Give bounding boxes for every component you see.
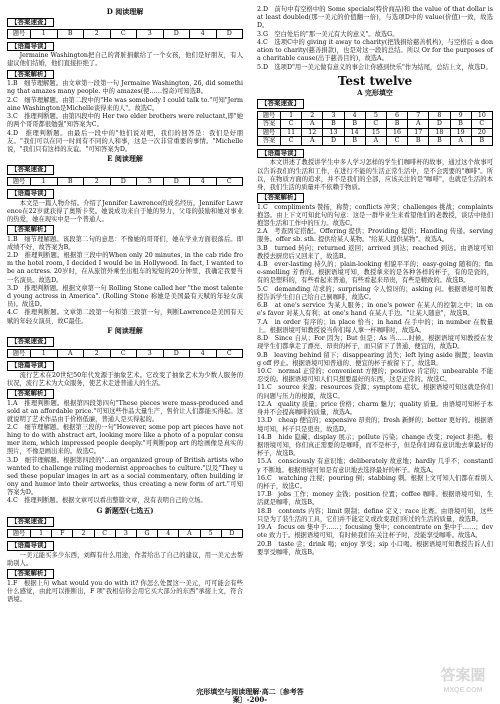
table-cell: B bbox=[57, 30, 84, 39]
table-cell: B bbox=[344, 120, 365, 129]
e-explanation: 2.D 推理判断题。根据第三段中的When only 20 minutes, in the cab ride from the hotel room, I decided I would be in Hollywood. In fact, I wanted to be an actress. 20岁时，在从旅馆外乘坐出租车的短短的20分钟里，我确定我要当一名演员。故选D。 bbox=[7, 252, 243, 284]
table-cell: B bbox=[344, 137, 365, 146]
table-cell: 5 bbox=[200, 529, 221, 538]
g-explanation: 4.C 选项C中的 giving it away to charity(把钱捐给慈善机构)，与空格后 a donation to charity(慈善捐款)，也是对这一段的总结。所以 Or for the purposes of a charitable cause(出于慈善目的)，故选A。 bbox=[257, 38, 493, 63]
a-guide: 本文讲述了教授讲学生中多人学习怎样的学生们咖啡杯的故事，通过这个故事可以告诉我们的生活和工作，在进行不能的生活正常生活中，是不会需要的"咖啡"。所以，在物质方面的追求，并不是我们的全部，应该关注的是"咖啡"，也就是生活的本身，我们生活的质量并不依赖于物质。 bbox=[257, 159, 493, 191]
answer-quick-label: 【答案速查】 bbox=[7, 165, 54, 175]
f-explanation: 1.A 推理判断题。根据第四段第四句"These pieces were mass-produced and sold at an affordable price."可知这些作品大量生产，售价让人们都能买得起。这就说明了艺术作品由于价格低廉，普通人是买得起的。 bbox=[7, 399, 243, 423]
table-cell: 3 bbox=[137, 349, 164, 358]
table-cell: 1 bbox=[31, 30, 58, 39]
d-explanation: 2.C 细节理解题。由第二段中的"He was somebody I could talk to."可知"Jermaine Washington是Michelle谈得来的人"。故选C。 bbox=[7, 96, 243, 112]
table-cell: A bbox=[302, 120, 323, 129]
a-explanation: 18.B contents 内容；limit 限制；define 定义；race 比赛。由语境可知，这些只是为了装生活的工具，它们并不能定义或改变我们所过的生活的质量，故选B。 bbox=[257, 507, 493, 523]
watermark-line1: 答案圈 bbox=[440, 667, 486, 684]
test-twelve-title: Test twelve bbox=[337, 73, 413, 88]
table-cell: C bbox=[281, 137, 302, 146]
a-explanation: 14.B hide 隐藏；display 展示；pollute 污染；change 改变；reject 拒绝。根据语境可知，你们真正需要的是咖啡，而不是杯子，但是你们却有意识地去拿最好的杯子，故选B。 bbox=[257, 433, 493, 458]
table-cell: 15 bbox=[365, 128, 386, 137]
f-guide: 流行艺术在20世纪50年代发源于抽象艺术。它改变了抽象艺术为少数人服务的状况，流行艺术为大众服务，使艺术走进普通人的生活。 bbox=[7, 371, 243, 387]
table-cell: D bbox=[216, 30, 243, 39]
answer-table-f bbox=[7, 349, 243, 359]
table-cell: 19 bbox=[450, 128, 471, 137]
a-explanation: 1.C compliments 赞扬，称赞；conflicts 冲突；challenges 挑战；complaints 抱怨。由上下文可知此句的句意：这是一群毕业生来看望他们的老教授，谈话中他们抱怨生活和工作中的压力。故选C。 bbox=[257, 203, 493, 227]
section-title-a: A 完形填空 bbox=[357, 88, 393, 98]
table-cell: 1 bbox=[281, 111, 302, 120]
answer-quick-label: 【答案速查】 bbox=[7, 337, 54, 347]
a-explanation: 9.B leaving behind 留下；disappearing 消失；left lying aside 搁置；leaving off 停止。根据语境可知普通的、便宜的杯子被留下了，故选B。 bbox=[257, 351, 493, 367]
f-explanation: 3.D 细节理解题。根据第四段的"...an organized group of British artists who wanted to challenge ruling modernist approaches to culture."以及"They used these popular images in art as a social commentary, often building irony and humor into their artworks, thus creating a new form of art."可知答案为D。 bbox=[7, 456, 243, 496]
table-cell: 7 bbox=[408, 111, 429, 120]
table-cell: F bbox=[52, 529, 73, 538]
table-cell: A bbox=[57, 349, 84, 358]
table-cell: D bbox=[110, 177, 137, 186]
table-cell: D bbox=[163, 30, 190, 39]
a-explanation: 19.A focus on 集中于……；focusing 集中；concentrate on 集中于……；devote 致力于。根据语境可知，有时候我们在关注杯子时，没能享受咖啡。故选A。 bbox=[257, 524, 493, 540]
table-cell: C bbox=[110, 349, 137, 358]
table-cell: 4 bbox=[190, 30, 217, 39]
a-explanation: 3.B turned 转向；returned 返回；arrived 到达；reached 到达。由语境可知教授去厨房后又回来了，故选B。 bbox=[257, 244, 493, 260]
a-explanation: 10.C normal 正常的；convenient 方便的；positive 肯定的；unbearable 不能忍受的。根据语境可知人们只想要最好的东西，这是正常的。故选C。 bbox=[257, 368, 493, 384]
table-cell: D bbox=[323, 137, 344, 146]
page-footer: 完形填空与阅读理解·高二〔参考答案〕-200- bbox=[196, 687, 304, 704]
a-explanation: 4.B ever-lasting 持久的；plain-looking 相貌平平的；easy-going 随和的；fine-smelling 芳香的。根据语境可知，教授拿来的是各种各样的杯子，有的是瓷的，有的是塑料的，有些看起来普通，有些看起来昂贵，有些是精致的。故选B。 bbox=[257, 261, 493, 285]
answer-explain-label: 【答案解析】 bbox=[7, 70, 54, 80]
table-cell: 4 bbox=[190, 177, 217, 186]
answer-explain-label: 【答案解析】 bbox=[7, 569, 54, 579]
table-cell: 3 bbox=[323, 111, 344, 120]
table-cell: 1 bbox=[31, 349, 58, 358]
table-cell: 题号 bbox=[8, 30, 31, 39]
table-cell: 2 bbox=[84, 349, 111, 358]
section-title-g: G 新题型(七选五) bbox=[96, 505, 154, 515]
table-cell: D bbox=[163, 349, 190, 358]
table-cell: 8 bbox=[429, 111, 450, 120]
table-cell: 2 bbox=[84, 30, 111, 39]
table-cell: C bbox=[365, 120, 386, 129]
table-cell: 12 bbox=[302, 128, 323, 137]
table-cell: 答案 bbox=[258, 137, 281, 146]
table-cell: 题号 bbox=[8, 529, 31, 538]
table-cell: B bbox=[408, 137, 429, 146]
answer-quick-label: 【答案速查】 bbox=[7, 18, 54, 28]
table-cell: C bbox=[110, 30, 137, 39]
table-cell: 13 bbox=[323, 128, 344, 137]
table-cell: 11 bbox=[281, 128, 302, 137]
a-explanation: 12.A quality 质量；price 价格；charm 魅力；quality 质量。由语境可知杯子本身并不会提高咖啡的质量，故选A。 bbox=[257, 400, 493, 417]
e-explanation: 4.C 推理判断题。文章第二段第一句和第三段第一句，判断Lawrence是美国有天赋的年轻女演员，故C最佳。 bbox=[7, 309, 243, 325]
d-explanation: 3.C 推理判断题。由第四段中的 Her two elder brothers were reluctant,即"她的两个哥哥都很勉强"知答案为C。 bbox=[7, 113, 243, 129]
table-cell: C bbox=[386, 137, 407, 146]
f-explanation: 4.C 推理判断题。根据文章可以看出整篇文章，没有表明自己的立场。 bbox=[7, 497, 207, 505]
table-cell: B bbox=[323, 120, 344, 129]
d-explanation: 1.B 细节理解题。由文章第一段第一句 Jermaine Washington, 26, did something that amazes many people. 中的 amazes(使……惊奇)可知选B。 bbox=[7, 80, 243, 96]
a-explanation: 6.B at one's service 为某人服务；in one's power 在某人的控制之中；in one's favor 对某人有利；at one's hand 在某人手边。"让某人随意"，故选B。 bbox=[257, 302, 493, 318]
table-cell: D bbox=[221, 529, 242, 538]
answer-quick-label: 【答案速查】 bbox=[257, 99, 304, 109]
table-cell: G bbox=[136, 529, 157, 538]
a-explanation: 15.A consciously 有意识地；deliberately 故意地；hardly 几乎不；constantly 不断地。根据语境可知是有意识地去选择最好的杯子。故选A。 bbox=[257, 458, 493, 474]
table-row bbox=[258, 111, 493, 120]
table-cell: B bbox=[471, 137, 492, 146]
passage-guide-label: 【语篇导读】 bbox=[7, 189, 54, 199]
table-cell: 18 bbox=[429, 128, 450, 137]
e-guide: 本文是一篇人物介绍。介绍了Jennifer Lawrence的成名经历。Jennifer Lawrence在22岁就获得了奥斯卡奖。她说成功来自于她的努力，父母的鼓励和她对事业的热爱，她在现实中是一个普通人。 bbox=[7, 199, 243, 223]
section-title-d: D 阅读理解 bbox=[106, 6, 144, 16]
table-cell: 20 bbox=[471, 128, 492, 137]
table-cell: 2 bbox=[73, 529, 94, 538]
answer-explain-label: 【答案解析】 bbox=[7, 225, 54, 235]
table-cell: A bbox=[408, 120, 429, 129]
table-cell: C bbox=[281, 120, 302, 129]
answer-explain-label: 【答案解析】 bbox=[7, 389, 54, 399]
table-cell: 4 bbox=[158, 529, 179, 538]
passage-guide-label: 【语篇导读】 bbox=[7, 42, 54, 52]
table-cell: 题号 bbox=[258, 111, 281, 120]
table-cell: B bbox=[429, 137, 450, 146]
answer-quick-label: 【答案速查】 bbox=[7, 517, 54, 527]
table-cell: A bbox=[179, 529, 200, 538]
a-explanation: 2.A 考查固定搭配。Offering 提供；Providing 提供；Handing 传递。serving 服务。offer sb. sth. 提供给某人某物。"给某人提供某物"。故选A。 bbox=[257, 228, 493, 244]
table-cell: B bbox=[57, 177, 84, 186]
answer-table-d bbox=[7, 29, 243, 39]
left-column bbox=[7, 6, 243, 604]
table-cell: D bbox=[163, 177, 190, 186]
table-cell: 3 bbox=[137, 30, 164, 39]
table-row bbox=[258, 120, 493, 129]
passage-guide-label: 【语篇导读】 bbox=[7, 541, 54, 551]
a-explanation: 17.B jobs 工作；money 金钱；position 位置；coffee 咖啡。根据语境可知，生活就是咖啡，故选B。 bbox=[257, 491, 493, 507]
answer-explain-label: 【答案解析】 bbox=[257, 193, 304, 203]
passage-guide-label: 【语篇导读】 bbox=[257, 149, 304, 159]
e-explanation: 3.D 推理判断题。根据文章第一句 Rolling Stone called her "the most talented young actress in America". (Rolling Stone 称她是美国最有天赋的年轻女演员)。故选D。 bbox=[7, 284, 243, 309]
table-cell: 答案 bbox=[258, 120, 281, 129]
e-explanation: 1.B 细节理解题。该段第二句的意思：不像她的哥哥们，她在学业方面很落后。即成绩不好，故答案为B。 bbox=[7, 235, 243, 251]
watermark-logo bbox=[432, 654, 494, 698]
table-cell: 题号 bbox=[8, 349, 31, 358]
table-cell: 4 bbox=[190, 349, 217, 358]
table-cell: 9 bbox=[450, 111, 471, 120]
table-cell: 题号 bbox=[8, 177, 31, 186]
table-cell: 3 bbox=[115, 529, 136, 538]
a-explanation: 5.C demanding 苛求的；surprising 令人惊讶的；asking 问。根据语境可知教授告诉学生们自己给自己倒咖啡，故选C。 bbox=[257, 285, 493, 301]
table-cell: 10 bbox=[471, 111, 492, 120]
table-cell: 2 bbox=[302, 111, 323, 120]
answer-table-e bbox=[7, 177, 243, 187]
f-explanation: 2.C 细节理解题。根据第三段的一句"However, some pop art pieces have nothing to do with abstract art, looking more like a photo of a popular consumer item, which impressed people deeply."可判断pop art 的绘画像是真实的照片，不像是画出来的。故选C。 bbox=[7, 424, 243, 456]
table-cell: 16 bbox=[386, 128, 407, 137]
table-cell: 5 bbox=[365, 111, 386, 120]
table-cell: C bbox=[471, 120, 492, 129]
table-cell: B bbox=[450, 120, 471, 129]
table-cell: 题号 bbox=[258, 128, 281, 137]
watermark-line2: MXQE.COM bbox=[443, 687, 483, 694]
d-guide: Jermaine Washington把自己的肾脏捐献给了一个女孩，他们是好朋友，有人建议他们结婚，他们直接拒绝了。 bbox=[7, 52, 243, 68]
table-row bbox=[258, 137, 493, 146]
a-explanation: 20.B taste 尝；drink 喝；enjoy 享受；sip 小口喝。根据语境可知教授告诉人们要享受咖啡，故选B。 bbox=[257, 540, 493, 556]
g-guide: 一美元能买多少东西，刘辉有什么用途，作者给出了自己的建议，用一美元去帮助别人。 bbox=[7, 551, 243, 567]
table-cell: 4 bbox=[344, 111, 365, 120]
table-cell: 1 bbox=[31, 529, 52, 538]
a-explanation: 16.C watching 注视；pouring 倒；stabbing 刺。根据上文可知人们都在看别人的杯子，故选C。 bbox=[257, 474, 493, 490]
table-cell: 6 bbox=[386, 111, 407, 120]
table-cell: 14 bbox=[344, 128, 365, 137]
d-explanation: 4.D 推理判断题。由最后一段中的"他们说对吧，我们的回答是：我们是好朋友。"我们可以在同一时间有不同的人和事，这是一次非常重要的事情。"Michelle说，"我们只有这样的友谊。"可知答案为D。 bbox=[7, 129, 243, 153]
g-explanation: 2.D 前句中有空格中的 Some specials(特价商品)和 the value of that dollar is at least doubled(那一美元的价值翻一倍)，与选项D中的 value(价值)一致，故选D。 bbox=[257, 6, 493, 30]
table-row bbox=[258, 128, 493, 137]
right-column bbox=[257, 6, 493, 557]
a-explanation: 11.C source 来源；resources 资源；symptom 症状。根据语境可知这就是你们的问题与压力的根源，故选C。 bbox=[257, 384, 493, 400]
table-cell: 1 bbox=[31, 177, 58, 186]
table-cell: C bbox=[216, 349, 243, 358]
table-cell: C bbox=[94, 529, 115, 538]
table-cell: C bbox=[216, 177, 243, 186]
section-title-f: F 阅读理解 bbox=[107, 326, 143, 336]
g-explanation: 1.F 根据上句 what would you do with it? 你怎么处置这一美元，可可能会有些什么感觉，由此可以推断出，F 项"我相信你会用它买大部分的东西"承接上文，符合语境。 bbox=[7, 579, 243, 603]
section-title-e: E 阅读理解 bbox=[107, 154, 143, 164]
a-explanation: 7.A in order 有序的；in place 恰当；in hand 在手中的；in number 在数量上。根据语境可知教授说当你们每人拿一杯咖啡时，故选A。 bbox=[257, 318, 493, 334]
a-explanation: 13.D cheap 便宜的；expensive 昂贵的；fresh 新鲜的；better 更好的。根据语境可知，杯子只是更贵，故选D。 bbox=[257, 417, 493, 433]
passage-guide-label: 【语篇导读】 bbox=[7, 361, 54, 371]
g-explanation: 5.D 选项D"用一美元做有意义的事会让你感到快乐"作为结尾，总结上文，故选D。 bbox=[257, 63, 492, 71]
a-explanation: 8.D Since 自从；For 因为；But 但是；As 当……时候。根据语境可知教授在发现学生们都拿走了漂亮、昂贵的杯子，而只留下了普通、便宜的，故选D。 bbox=[257, 335, 493, 351]
table-cell: D bbox=[429, 120, 450, 129]
g-explanation: 3.G 空白处后的"那一美元有大的意义"。故选G。 bbox=[257, 30, 399, 38]
table-cell: A bbox=[450, 137, 471, 146]
answer-table-g bbox=[7, 529, 243, 539]
table-cell: A bbox=[365, 137, 386, 146]
table-cell: B bbox=[386, 120, 407, 129]
table-cell: 2 bbox=[84, 177, 111, 186]
answer-table-a bbox=[257, 111, 493, 146]
table-cell: 3 bbox=[137, 177, 164, 186]
table-cell: A bbox=[302, 137, 323, 146]
table-cell: 17 bbox=[408, 128, 429, 137]
